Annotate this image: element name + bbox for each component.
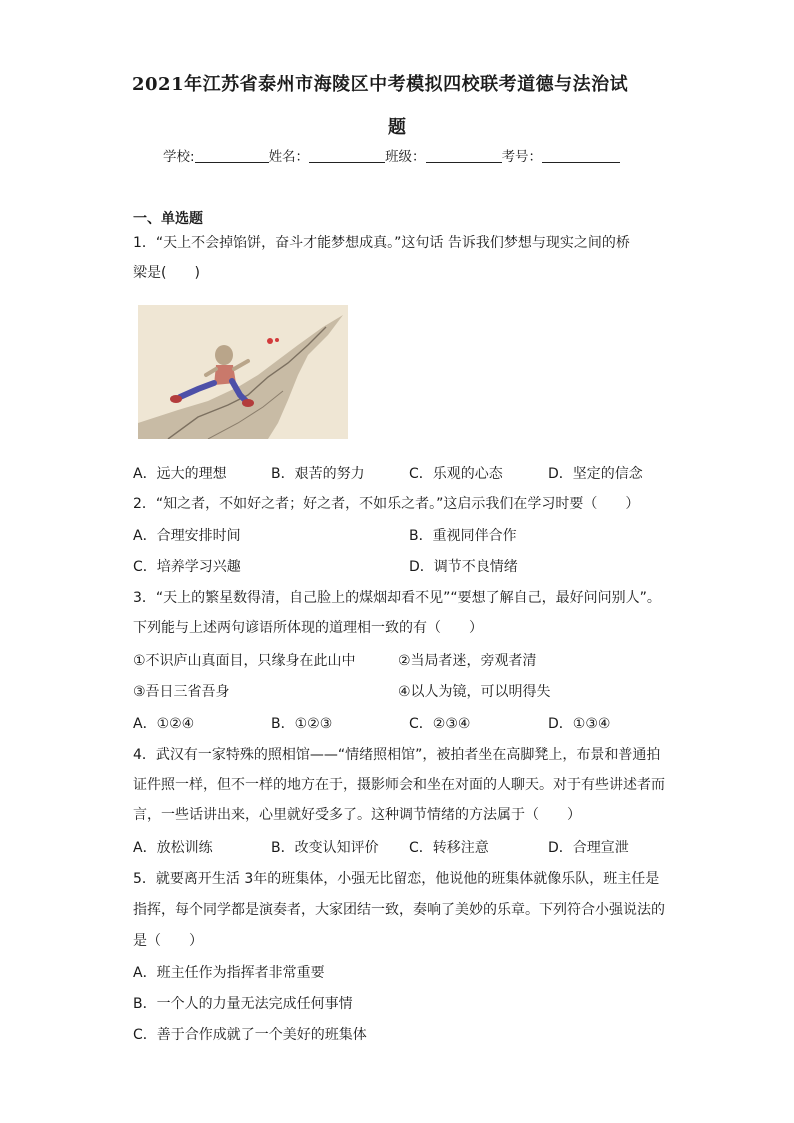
exam-title-line2: 题 <box>388 117 407 138</box>
question-3-statement-2: ②当局者迷，旁观者清 <box>398 653 537 669</box>
question-3-line-2: 下列能与上述两句谚语所体现的道理相一致的有（ ） <box>133 620 483 636</box>
school-label: 学校: <box>163 149 195 165</box>
question-3-statement-4: ④以人为镜，可以明得失 <box>398 684 551 700</box>
question-5-option-b[interactable]: B．一个人的力量无法完成任何事情 <box>133 996 353 1012</box>
question-5-line-1: 5．就要离开生活 3年的班集体，小强无比留恋，他说他的班集体就像乐队，班主任是 <box>133 871 660 887</box>
question-4-line-1: 4．武汉有一家特殊的照相馆——“情绪照相馆”，被拍者坐在高脚凳上，布景和普通拍 <box>133 747 661 763</box>
question-5-option-a[interactable]: A．班主任作为指挥者非常重要 <box>133 965 325 981</box>
question-2-option-a[interactable]: A．合理安排时间 <box>133 528 241 544</box>
question-2-option-c[interactable]: C．培养学习兴趣 <box>133 559 241 575</box>
question-3-statement-3: ③吾日三省吾身 <box>133 684 230 700</box>
question-4-option-b[interactable]: B．改变认知评价 <box>271 840 379 856</box>
exam-title-line1: 2021年江苏省泰州市海陵区中考模拟四校联考道德与法治试 <box>132 74 629 95</box>
question-4-line-3: 言，一些话讲出来，心里就好受多了。这种调节情绪的方法属于（ ） <box>133 807 581 823</box>
question-1-option-a[interactable]: A．远大的理想 <box>133 466 227 482</box>
question-3-option-a[interactable]: A．①②④ <box>133 716 195 732</box>
exam-number-blank[interactable] <box>542 148 620 163</box>
question-2-line-1: 2．“知之者，不如好之者；好之者，不如乐之者。”这启示我们在学习时要（ ） <box>133 496 640 512</box>
class-blank[interactable] <box>426 148 502 163</box>
question-1-line-2: 梁是( ) <box>133 265 200 281</box>
question-5-line-3: 是（ ） <box>133 933 203 949</box>
question-4-option-c[interactable]: C．转移注意 <box>409 840 489 856</box>
question-3-option-c[interactable]: C．②③④ <box>409 716 471 732</box>
question-5-line-2: 指挥，每个同学都是演奏者，大家团结一致，奏响了美妙的乐章。下列符合小强说法的 <box>133 902 665 918</box>
question-1-option-b[interactable]: B．艰苦的努力 <box>271 466 365 482</box>
student-info-line <box>163 145 620 165</box>
question-3-statement-1: ①不识庐山真面目，只缘身在此山中 <box>133 653 356 669</box>
question-3-line-1: 3．“天上的繁星数得清，自己脸上的煤烟却看不见”“要想了解自己，最好问问别人”。 <box>133 590 661 606</box>
name-label: 姓名： <box>268 149 310 165</box>
section-heading: 一、单选题 <box>133 211 203 227</box>
name-blank[interactable] <box>309 148 385 163</box>
question-4-option-a[interactable]: A．放松训练 <box>133 840 213 856</box>
question-1-option-d[interactable]: D．坚定的信念 <box>548 466 643 482</box>
exam-number-label: 考号： <box>501 149 543 165</box>
question-1-option-c[interactable]: C．乐观的心态 <box>409 466 503 482</box>
question-4-option-d[interactable]: D．合理宣泄 <box>548 840 629 856</box>
question-1-line-1: 1．“天上不会掉馅饼，奋斗才能梦想成真。”这句话 告诉我们梦想与现实之间的桥 <box>133 235 630 251</box>
question-3-option-b[interactable]: B．①②③ <box>271 716 333 732</box>
question-2-option-b[interactable]: B．重视同伴合作 <box>409 528 517 544</box>
question-5-option-c[interactable]: C．善于合作成就了一个美好的班集体 <box>133 1027 367 1043</box>
question-2-option-d[interactable]: D．调节不良情绪 <box>409 559 518 575</box>
school-blank[interactable] <box>195 148 269 163</box>
climbing-figure-illustration <box>138 305 348 439</box>
question-3-option-d[interactable]: D．①③④ <box>548 716 611 732</box>
class-label: 班级： <box>385 149 426 165</box>
question-4-line-2: 证件照一样，但不一样的地方在于，摄影师会和坐在对面的人聊天。对于有些讲述者而 <box>133 777 665 793</box>
